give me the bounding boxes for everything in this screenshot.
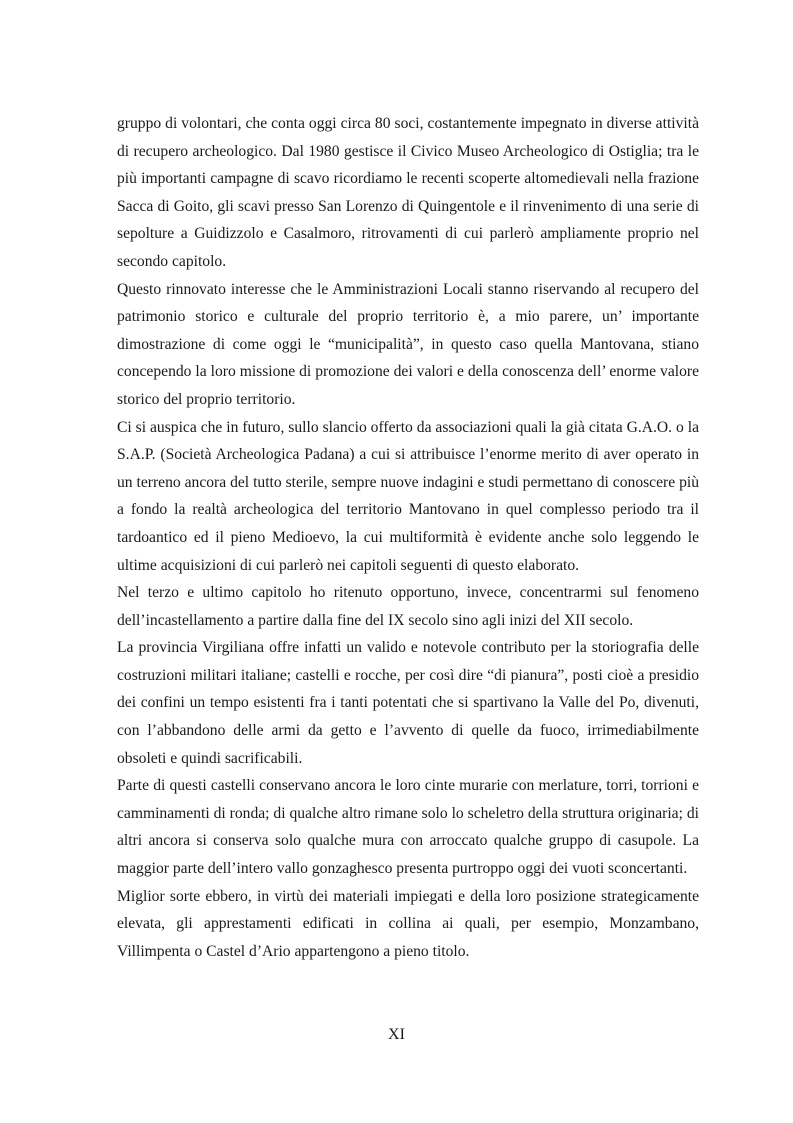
paragraph-7: Miglior sorte ebbero, in virtù dei materiali impiegati e della loro posizione strategicamente elevata, gli apprestamenti edificati in collina ai quali, per esempio, Monzambano, Villimpenta o Castel d’Ario appartengono a pieno titolo.	[117, 887, 699, 960]
paragraph-5: La provincia Virgiliana offre infatti un valido e notevole contributo per la storiografia delle costruzioni militari italiane; castelli e rocche, per così dire “di pianura”, posti cioè a presidio dei confini un tempo esistenti fra i tanti potentati che si spartivano la Valle del Po, divenuti, con l’abbandono delle armi da getto e l’avvento di quelle da fuoco, irrimediabilmente obsoleti e quindi sacrificabili.	[117, 639, 699, 767]
paragraph-6: Parte di questi castelli conservano ancora le loro cinte murarie con merlature, torri, torrioni e camminamenti di ronda; di qualche altro rimane solo lo scheletro della struttura originaria; di altri ancora si conserva solo qualche mura con arroccato qualche gruppo di casupole. La maggior parte dell’intero vallo gonzaghesco presenta purtroppo oggi dei vuoti sconcertanti.	[117, 777, 699, 878]
paragraph-3: Ci si auspica che in futuro, sullo slancio offerto da associazioni quali la già citata G.A.O. o la S.A.P. (Società Archeologica Padana) a cui si attribuisce l’enorme merito di aver operato in un terreno ancora del tutto sterile, sempre nuove indagini e studi permettano di conoscere più a fondo la realtà archeologica del territorio Mantovano in quel complesso periodo tra il tardoantico ed il pieno Medioevo, la cui multiformità è evidente anche solo leggendo le ultime acquisizioni di cui parlerò nei capitoli seguenti di questo elaborato.	[117, 418, 699, 574]
paragraph-4: Nel terzo e ultimo capitolo ho ritenuto opportuno, invece, concentrarmi sul fenomeno dell’incastellamento a partire dalla fine del IX secolo sino agli inizi del XII secolo.	[117, 584, 699, 629]
page-number: XI	[388, 1026, 405, 1043]
paragraph-1: gruppo di volontari, che conta oggi circa 80 soci, costantemente impegnato in diverse attività di recupero archeologico. Dal 1980 gestisce il Civico Museo Archeologico di Ostiglia; tra le più importanti campagne di scavo ricordiamo le recenti scoperte altomedievali nella frazione Sacca di Goito, gli scavi presso San Lorenzo di Quingentole e il rinvenimento di una serie di sepolture a Guidizzolo e Casalmoro, ritrovamenti di cui parlerò ampliamente proprio nel secondo capitolo.	[117, 115, 699, 270]
paragraph-2: Questo rinnovato interesse che le Amministrazioni Locali stanno riservando al recupero del patrimonio storico e culturale del proprio territorio è, a mio parere, un’ importante dimostrazione di come oggi le “municipalità”, in questo caso quella Mantovana, stiano concependo la loro missione di promozione dei valori e della conoscenza dell’ enorme valore storico del proprio territorio.	[117, 280, 699, 408]
body-text	[117, 110, 699, 965]
